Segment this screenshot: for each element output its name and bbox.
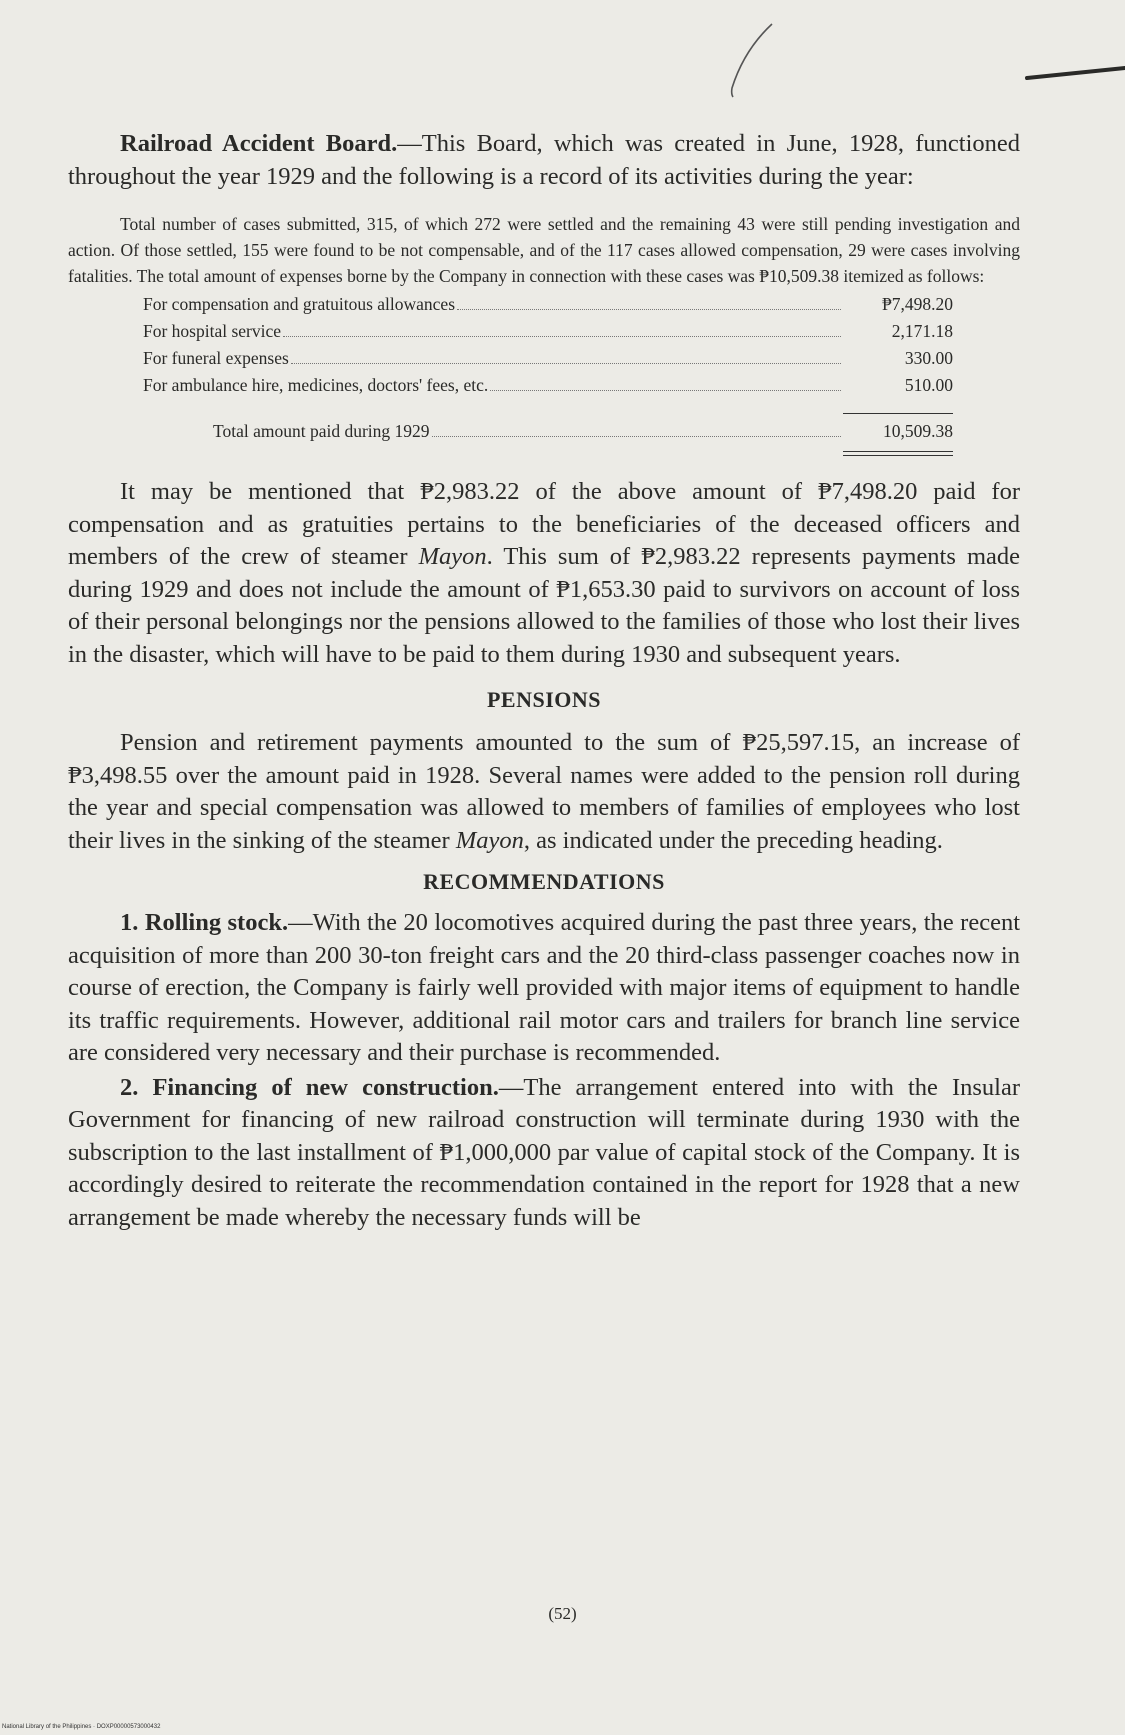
pen-mark xyxy=(720,20,780,100)
page-content xyxy=(68,128,1020,1234)
expense-total-row: Total amount paid during 1929 10,509.38 xyxy=(213,421,953,441)
expense-row: For ambulance hire, medicines, doctors' fees, etc. 510.00 xyxy=(143,375,953,395)
expense-row: For funeral expenses 330.00 xyxy=(143,348,953,368)
expense-row: For hospital service 2,171.18 xyxy=(143,321,953,341)
railroad-board-details: Total number of cases submitted, 315, of which 272 were settled and the remaining 43 were still pending investigation and action. Of those settled, 155 were found to be not compensable, and of the 117 cases allowed compensation, 29 were cases involving fatalities. The total amount of expenses borne by the Company in connection with these cases was ₱10,509.38 itemized as follows: xyxy=(68,214,1020,286)
ink-stroke xyxy=(1025,60,1125,90)
mayon-paragraph: It may be mentioned that ₱2,983.22 of the above amount of ₱7,498.20 paid for compensation and as gratuities pertains to the beneficiaries of the deceased officers and members of the crew of steamer Mayon. This sum of ₱2,983.22 represents payments made during 1929 and does not include the amount of ₱1,653.30 paid to survivors on account of loss of their personal belongings nor the pensions allowed to the families of those who lost their lives in the disaster, which will have to be paid to them during 1930 and subsequent years. xyxy=(68,478,1020,668)
railroad-board-heading: Railroad Accident Board. xyxy=(120,130,398,157)
expense-table xyxy=(143,291,953,456)
railroad-board-intro: Railroad Accident Board.—This Board, which was created in June, 1928, functioned throughout the year 1929 and the following is a record of its activities during the year: xyxy=(68,130,1020,190)
pensions-paragraph: Pension and retirement payments amounted to the sum of ₱25,597.15, an increase of ₱3,498.55 over the amount paid in 1928. Several names were added to the pension roll during the year and special compensation was allowed to members of families of employees who lost their lives in the sinking of the steamer Mayon, as indicated under the preceding heading. xyxy=(68,729,1020,854)
double-rule xyxy=(843,451,953,456)
recommendation-financing: 2. Financing of new construction.—The arrangement entered into with the Insular Government for financing of new railroad construction will terminate during 1930 with the subscription to the last installment of ₱1,000,000 par value of capital stock of the Company. It is accordingly desired to reiterate the recommendation contained in the report for 1928 that a new arrangement be made whereby the necessary funds will be xyxy=(68,1073,1020,1231)
recommendation-rolling-stock: 1. Rolling stock.—With the 20 locomotives acquired during the past three years, the recent acquisition of more than 200 30-ton freight cars and the 20 third-class passenger coaches now in course of erection, the Company is fairly well provided with major items of equipment to handle its traffic requirements. However, additional rail motor cars and trailers for branch line service are considered very necessary and their purchase is recommended. xyxy=(68,909,1021,1066)
page-number: (52) xyxy=(548,1604,577,1623)
recommendations-heading: RECOMMENDATIONS xyxy=(423,869,665,894)
archive-footer: National Library of the Philippines · DOXP00000573000432 xyxy=(2,1724,161,1730)
total-rule xyxy=(843,413,953,414)
pensions-heading: PENSIONS xyxy=(486,687,602,712)
expense-row: For compensation and gratuitous allowances ₱7,498.20 xyxy=(143,294,953,314)
